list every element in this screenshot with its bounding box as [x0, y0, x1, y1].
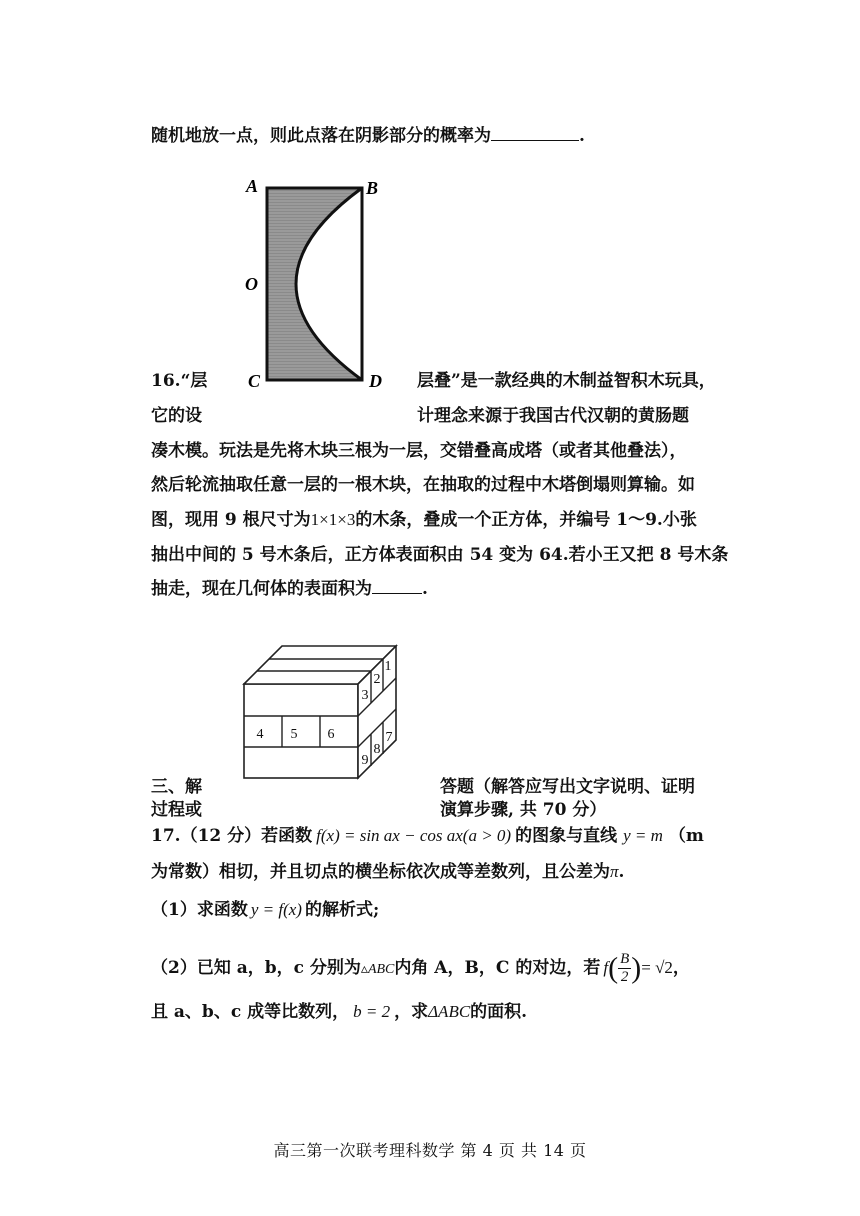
q17-p3-b: b = 2 [353, 1002, 391, 1021]
block-label-4: 4 [256, 727, 264, 742]
q17-p2-end: ， [672, 958, 690, 978]
label-c: C [248, 371, 261, 391]
block-label-8: 8 [373, 742, 381, 757]
q17-p3-d: 的面积. [470, 1002, 528, 1022]
q16-number: 16. [151, 371, 181, 391]
section3-line-1-right: 答题（解答应写出文字说明、证明 [440, 777, 695, 797]
q16-line-6: 抽出中间的 5 号木条后，正方体表面积由 54 变为 64.若小王又把 8 号木条 [151, 545, 729, 565]
label-b: B [366, 178, 379, 198]
q17-part-2: （2）已知 a，b，c 分别为▵ABC内角 A，B，C 的对边，若 f( $\frac{B}{2}$ )= √2， [151, 951, 690, 985]
q16-line-7 [151, 577, 428, 600]
q16-line-2-right: 计理念来源于我国古代汉朝的黄肠题 [417, 406, 689, 426]
q17-p3-a: 且 a、b、c 成等比数列， [151, 1002, 350, 1022]
block-label-6: 6 [327, 727, 335, 742]
q16-l7-text: 抽走，现在几何体的表面积为 [151, 579, 372, 599]
block-label-5: 5 [290, 727, 298, 742]
q16-dims: 1×1×3 [310, 510, 356, 529]
label-d: D [369, 371, 382, 391]
section3-line-2-left: 过程或 [151, 800, 202, 820]
q15-tail-period: . [579, 126, 585, 146]
q17-p1-tail: 的解析式; [304, 900, 380, 920]
q16-l7-end: . [422, 579, 428, 599]
q17-p1-eq: y = f(x) [250, 900, 302, 919]
answer-blank-2 [372, 577, 422, 594]
fraction-denominator: 2 [620, 969, 629, 985]
figure-block-cube [238, 640, 408, 780]
q15-tail-text: 随机地放一点，则此点落在阴影部分的概率为 [151, 126, 491, 146]
answer-blank [491, 124, 579, 141]
q17-line-2 [151, 861, 624, 883]
q17-p2-triangle: ▵ABC [360, 962, 395, 977]
q17-l2-text: 为常数）相切，并且切点的横坐标依次成等差数列，且公差为 [151, 862, 610, 882]
block-label-3: 3 [361, 688, 369, 703]
q17-part-1 [151, 899, 379, 921]
block-label-7: 7 [385, 730, 393, 745]
q16-l5-b: 的木条，叠成一个正方体，并编号 1～9.小张 [355, 510, 697, 530]
q17-part-3 [151, 1001, 527, 1023]
q16-line-1-right: 层叠”是一款经典的木制益智积木玩具， [417, 371, 716, 391]
q17-p3-c: ，求 [394, 1002, 429, 1022]
block-label-9: 9 [361, 753, 369, 768]
page-footer: 高三第一次联考理科数学 第 4 页 共 14 页 [273, 1141, 587, 1160]
label-a: A [246, 176, 259, 196]
q16-l5-a: 图，现用 9 根尺寸为 [151, 510, 311, 530]
section3-line-2-right: 演算步骤, 共 70 分） [440, 800, 607, 820]
q16-line-5 [151, 509, 697, 531]
q17-p2-b: 内角 A，B，C 的对边，若 [394, 958, 601, 978]
block-label-1: 1 [384, 659, 392, 674]
q17-pi: π [610, 862, 619, 881]
block-label-2: 2 [373, 672, 381, 687]
q17-mid: 的图象与直线 [515, 826, 618, 846]
q16-line-2-left: 它的设 [151, 406, 202, 426]
q16-line-3: 凑木模。玩法是先将木块三根为一层，交错叠高成塔（或者其他叠法）， [151, 441, 687, 461]
q17-function-expr: f(x) = sin ax − cos ax(a > 0) [316, 826, 512, 845]
q17-line-1 [151, 825, 704, 847]
fraction-numerator: B [620, 951, 630, 967]
q17-p2-f: f [603, 958, 609, 977]
q17-l2-end: . [618, 862, 625, 882]
q17-p2-eq: = √2 [641, 958, 673, 977]
q17-line-eq: y = m [623, 826, 663, 845]
shaded-region [267, 188, 362, 380]
q16-line-4: 然后轮流抽取任意一层的一根木块，在抽取的过程中木塔倒塌则算输。如 [151, 475, 695, 495]
q16-line-1-left [151, 370, 207, 392]
q17-tail: （m [668, 826, 704, 846]
q16-l1-left-text: “层 [180, 371, 208, 391]
section3-line-1-left: 三、解 [151, 777, 202, 797]
fraction-b-over-2 [618, 951, 631, 986]
figure-parabola-rectangle [236, 172, 396, 392]
q17-p1-label: （1）求函数 [151, 900, 248, 920]
q17-head: 17.（12 分）若函数 [151, 826, 313, 846]
q17-p3-triangle: ΔABC [428, 1002, 471, 1021]
label-o: O [245, 274, 258, 294]
q15-tail-line [151, 124, 585, 147]
q17-p2-a: （2）已知 a，b，c 分别为 [151, 958, 361, 978]
